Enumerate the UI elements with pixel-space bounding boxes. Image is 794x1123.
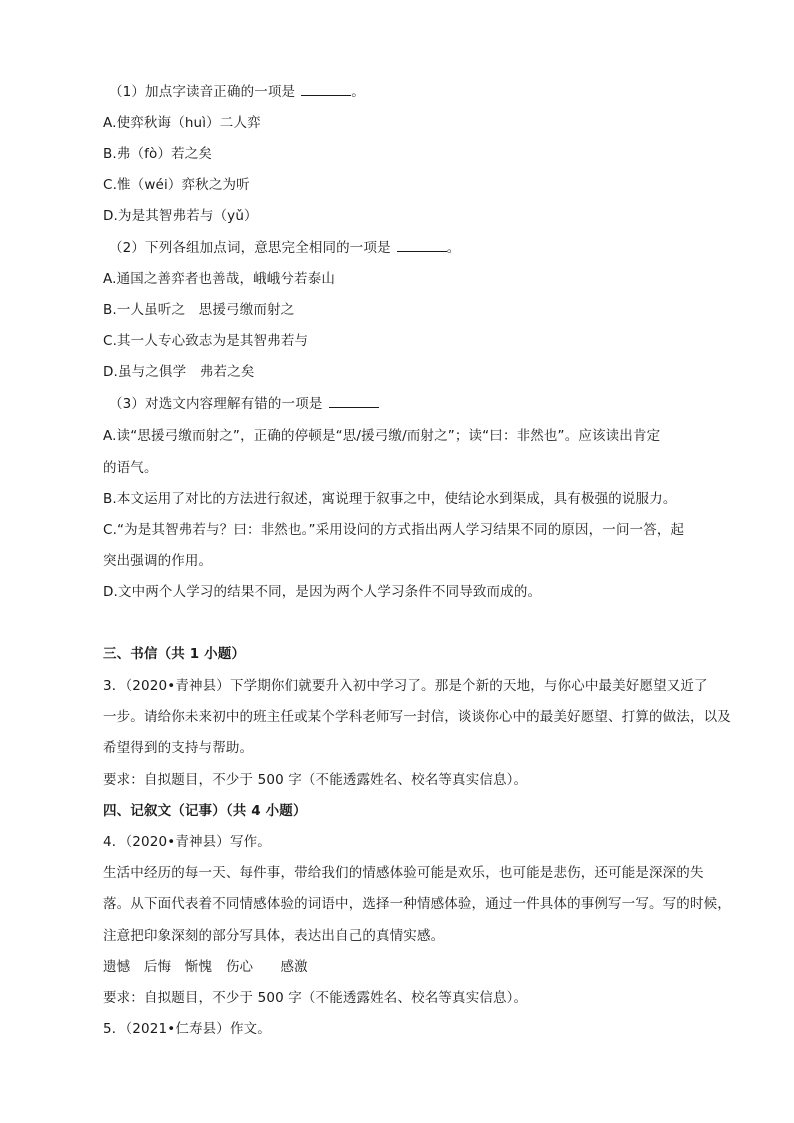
q2-option-d: D.虽与之俱学 弗若之矣 (103, 364, 255, 380)
section-4-heading: 四、记叙文（记事）（共 4 小题） (103, 803, 307, 819)
q1-stem: （1）加点字读音正确的一项是 。 (109, 84, 365, 100)
q3-stem: （3）对选文内容理解有错的一项是 (109, 395, 379, 413)
q1-option-c: C.惟（wéi）弈秋之为听 (103, 177, 250, 193)
q3-prompt-line3: 希望得到的支持与帮助。 (103, 740, 254, 756)
q3-option-a-line1: A.读“思援弓缴而射之”，正确的停顿是“思/援弓缴/而射之”；读“曰：非然也”。应该读出肯定 (103, 428, 661, 444)
q2-option-a: A.通国之善弈者也善哉，峨峨兮若泰山 (103, 271, 335, 287)
q3-option-c-line2: 突出强调的作用。 (103, 553, 213, 569)
q3-option-a-line2: 的语气。 (103, 460, 158, 476)
q2-option-b: B.一人虽听之 思援弓缴而射之 (103, 302, 295, 318)
q3-option-d: D.文中两个人学习的结果不同，是因为两个人学习条件不同导致而成的。 (103, 584, 542, 600)
q3-option-c-line1: C.“为是其智弗若与？曰：非然也。”采用设问的方式指出两人学习结果不同的原因，一问一答，起 (103, 522, 685, 538)
q4-prompt-line1: 生活中经历的每一天、每件事，带给我们的情感体验可能是欢乐，也可能是悲伤，还可能是深深的失 (103, 865, 704, 881)
q4-prompt-line2: 落。从下面代表着不同情感体验的词语中，选择一种情感体验，通过一件具体的事例写一写。写的时候， (103, 896, 731, 912)
q2-option-c: C.其一人专心致志为是其智弗若与 (103, 333, 309, 349)
section-3-heading: 三、书信（共 1 小题） (103, 646, 246, 662)
answer-blank (301, 83, 351, 96)
q3-prompt-line2: 一步。请给你未来初中的班主任或某个学科老师写一封信，谈谈你心中的最美好愿望、打算的做法，以及 (103, 709, 731, 725)
q1-option-d: D.为是其智弗若与（yǔ） (103, 208, 258, 224)
answer-blank (397, 239, 447, 252)
q3-prompt-line1: 3．（2020•青神县）下学期你们就要升入初中学习了。那是个新的天地，与你心中最美好愿望又近了 (103, 678, 708, 694)
q4-requirement: 要求：自拟题目，不少于 500 字（不能透露姓名、校名等真实信息）。 (103, 990, 528, 1006)
q4-title: 4．（2020•青神县）写作。 (103, 834, 271, 850)
answer-blank (329, 395, 379, 408)
q3-option-b: B.本文运用了对比的方法进行叙述，寓说理于叙事之中，使结论水到渠成，具有极强的说服力。 (103, 491, 677, 507)
q4-prompt-line3: 注意把印象深刻的部分写具体，表达出自己的真情实感。 (103, 928, 445, 944)
q2-stem: （2）下列各组加点词，意思完全相同的一项是 。 (109, 240, 461, 256)
q1-option-b: B.弗（fò）若之矣 (103, 146, 213, 162)
q1-option-a: A.使弈秋诲（huì）二人弈 (103, 115, 261, 131)
q4-emotion-words: 遗憾 后悔 惭愧 伤心 感激 (103, 959, 308, 975)
q3-requirement: 要求：自拟题目，不少于 500 字（不能透露姓名、校名等真实信息）。 (103, 772, 528, 788)
q5-title: 5．（2021•仁寿县）作文。 (103, 1021, 271, 1037)
